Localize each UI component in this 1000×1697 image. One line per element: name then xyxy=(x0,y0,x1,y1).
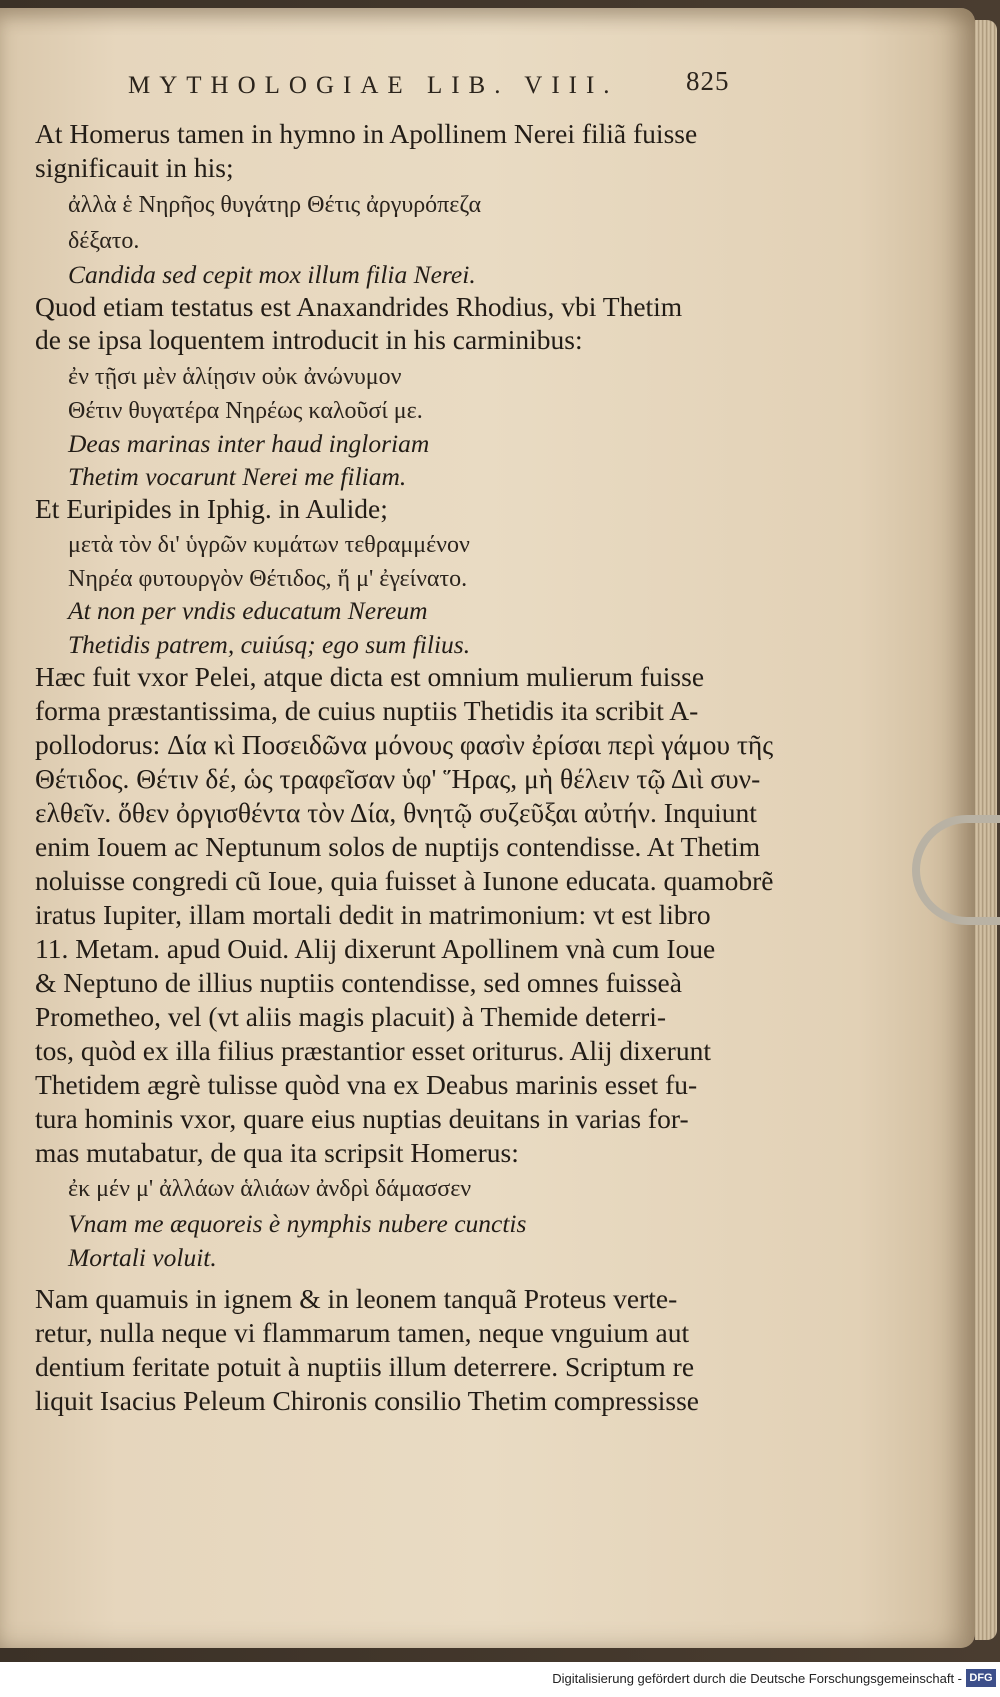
latin-verse-line: Mortali voluit. xyxy=(68,1243,217,1272)
latin-verse-line: Thetim vocarunt Nerei me filiam. xyxy=(68,462,407,491)
text-line: mas mutabatur, de qua ita scripsit Homerus: xyxy=(35,1137,519,1168)
greek-line: Νηρέα φυτουργὸν Θέτιδος, ἥ μ' ἐγείνατο. xyxy=(68,566,468,592)
footer-credit: Digitalisierung gefördert durch die Deutsche Forschungsgemeinschaft - xyxy=(552,1671,962,1686)
greek-line: ἐκ μέν μ' ἀλλάων ἁλιάων ἀνδρὶ δάμασσεν xyxy=(68,1176,472,1202)
text-line: Thetidem ægrè tulisse quòd vna ex Deabus marinis esset fu- xyxy=(35,1069,698,1100)
text-line: Et Euripides in Iphig. in Aulide; xyxy=(35,493,388,524)
text-line: & Neptuno de illius nuptiis contendisse, sed omnes fuisseà xyxy=(35,967,682,998)
text-line: enim Iouem ac Neptunum solos de nuptijs contendisse. At Thetim xyxy=(35,831,761,862)
greek-line: ἐν τῇσι μὲν ἁλίῃσιν οὐκ ἀνώνυμον xyxy=(68,364,402,390)
greek-line: Θέτιν θυγατέρα Νηρέως καλοῦσί με. xyxy=(68,398,423,424)
latin-verse-line: Thetidis patrem, cuiúsq; ego sum filius. xyxy=(68,630,471,659)
latin-verse-line: At non per vndis educatum Nereum xyxy=(68,596,428,625)
text-line: At Homerus tamen in hymno in Apollinem Nerei filiã fuisse xyxy=(35,118,698,149)
text-line: liquit Isacius Peleum Chironis consilio Thetim compressisse xyxy=(35,1385,700,1416)
text-line: dentium feritate potuit à nuptiis illum deterrere. Scriptum re xyxy=(35,1351,695,1382)
text-line: forma præstantissima, de cuius nuptiis Thetidis ita scribit A- xyxy=(35,695,699,726)
latin-verse-line: Vnam me æquoreis è nymphis nubere cunctis xyxy=(68,1209,527,1238)
text-line: Θέτιδος. Θέτιν δέ, ὡς τραφεῖσαν ὑφ' Ἥρας, μὴ θέλειν τῷ Διὶ συν- xyxy=(35,763,761,794)
text-line: Quod etiam testatus est Anaxandrides Rhodius, vbi Thetim xyxy=(35,291,683,322)
text-line: ελθεῖν. ὅθεν ὀργισθέντα τὸν Δία, θνητῷ συζεῦξαι αὐτήν. Inquiunt xyxy=(35,797,757,828)
dfg-logo: DFG xyxy=(966,1669,996,1687)
greek-line: ἀλλὰ ἑ Νηρῆος θυγάτηρ Θέτις ἀργυρόπεζα xyxy=(68,192,482,218)
text-line: significauit in his; xyxy=(35,152,234,183)
page-number: 825 xyxy=(686,66,730,96)
latin-verse-line: Candida sed cepit mox illum filia Nerei. xyxy=(68,260,476,289)
latin-verse-line: Deas marinas inter haud ingloriam xyxy=(68,429,430,458)
text-line: tura hominis vxor, quare eius nuptias deuitans in varias for- xyxy=(35,1103,689,1134)
text-line: noluisse congredi cũ Ioue, quia fuisset à Iunone educata. quamobrẽ xyxy=(35,865,774,896)
text-line: de se ipsa loquentem introducit in his carminibus: xyxy=(35,324,583,355)
running-title: MYTHOLOGIAE LIB. VIII. xyxy=(128,72,619,99)
running-header xyxy=(128,66,730,122)
digitization-footer xyxy=(0,1662,1000,1697)
text-line: pollodorus: Δία κὶ Ποσειδῶνα μόνους φασὶν ἐρίσαι περὶ γάμου τῆς xyxy=(35,729,774,760)
text-line: retur, nulla neque vi flammarum tamen, neque vnguium aut xyxy=(35,1317,690,1348)
greek-line: μετὰ τὸν δι' ὑγρῶν κυμάτων τεθραμμένον xyxy=(68,532,470,558)
text-line: iratus Iupiter, illam mortali dedit in matrimonium: vt est libro xyxy=(35,899,711,930)
text-line: 11. Metam. apud Ouid. Alij dixerunt Apollinem vnà cum Ioue xyxy=(35,933,716,964)
text-line: Prometheo, vel (vt aliis magis placuit) à Themide deterri- xyxy=(35,1001,667,1032)
greek-line: δέξατο. xyxy=(68,228,140,254)
text-line: Hæc fuit vxor Pelei, atque dicta est omnium mulierum fuisse xyxy=(35,661,705,692)
text-line: tos, quòd ex illa filius præstantior esset oriturus. Alij dixerunt xyxy=(35,1035,711,1066)
text-line: Nam quamuis in ignem & in leonem tanquã Proteus verte- xyxy=(35,1283,678,1314)
